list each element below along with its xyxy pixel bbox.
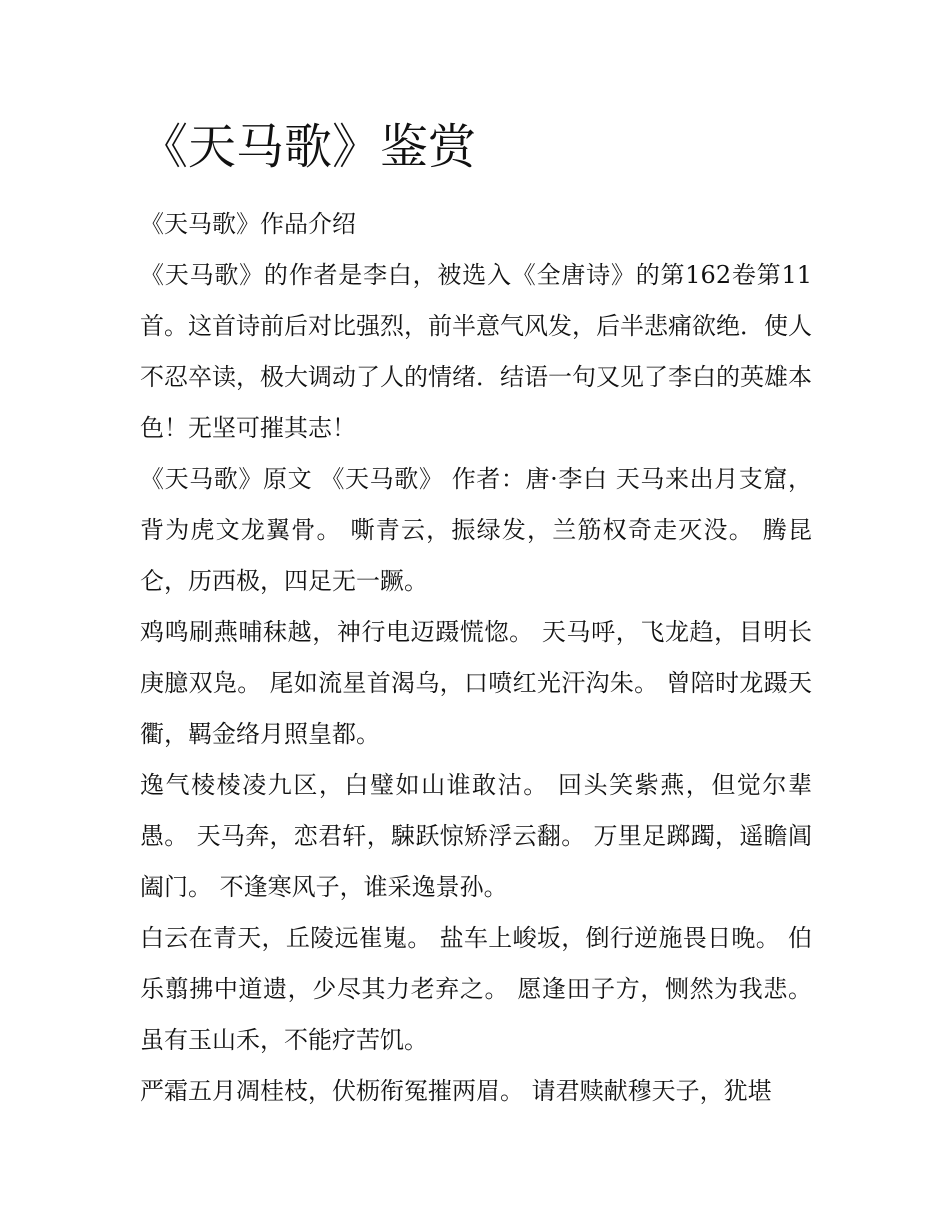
- paragraph-verse-2: 鸡鸣刷燕晡秣越，神行电迈蹑慌惚。 天马呼，飞龙趋，目明长庚臆双凫。 尾如流星首渴乌，口喷红光汗沟朱。 曾陪时龙蹑天衢，羁金络月照皇都。: [140, 618, 812, 748]
- paragraph-verse-5: 严霜五月凋桂枝，伏枥衔冤摧两眉。 请君赎献穆天子，犹堪: [140, 1077, 772, 1105]
- paragraph-original-text: 《天马歌》原文 《天马歌》 作者：唐·李白 天马来出月支窟，背为虎文龙翼骨。 嘶青云，振绿发，兰筋权奇走灭没。 腾昆仑，历西极，四足无一蹶。: [140, 465, 812, 595]
- paragraph-intro: 《天马歌》的作者是李白，被选入《全唐诗》的第162卷第11首。这首诗前后对比强烈，前半意气风发，后半悲痛欲绝．使人不忍卒读，极大调动了人的情绪．结语一句又见了李白的英雄本色！无坚可摧其志！: [140, 261, 812, 442]
- document-body: [140, 199, 812, 1117]
- section-heading-intro: 《天马歌》作品介绍: [140, 210, 356, 238]
- paragraph-verse-4: 白云在青天，丘陵远崔嵬。 盐车上峻坂，倒行逆施畏日晚。 伯乐翦拂中道遗，少尽其力老弃之。 愿逢田子方，恻然为我悲。 虽有玉山禾，不能疗苦饥。: [140, 924, 812, 1054]
- paragraph-verse-3: 逸气棱棱凌九区，白璧如山谁敢沽。 回头笑紫燕，但觉尔辈愚。 天马奔，恋君轩，駷跃惊矫浮云翻。 万里足踯躅，遥瞻阊阖门。 不逢寒风子，谁采逸景孙。: [140, 771, 812, 901]
- page-title: 《天马歌》鉴赏: [140, 119, 477, 175]
